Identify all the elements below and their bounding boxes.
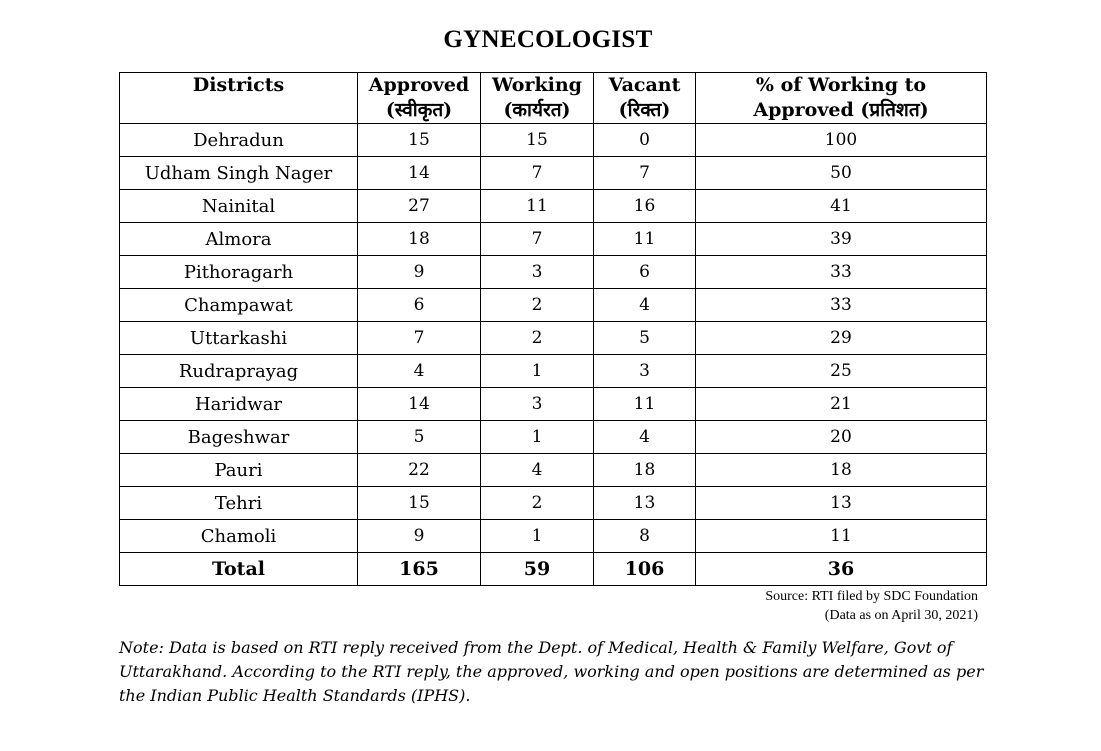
cell-vacant: 4 bbox=[594, 421, 696, 454]
cell-approved: 18 bbox=[358, 223, 481, 256]
cell-vacant: 18 bbox=[594, 454, 696, 487]
cell-percent: 29 bbox=[696, 322, 987, 355]
cell-percent: 50 bbox=[696, 157, 987, 190]
cell-approved: 9 bbox=[358, 256, 481, 289]
cell-working: 11 bbox=[481, 190, 594, 223]
cell-approved: 5 bbox=[358, 421, 481, 454]
cell-vacant: 11 bbox=[594, 223, 696, 256]
cell-vacant: 16 bbox=[594, 190, 696, 223]
header-vacant bbox=[594, 73, 696, 124]
source-citation bbox=[765, 587, 978, 625]
cell-approved: 27 bbox=[358, 190, 481, 223]
header-percent-line1: % of Working to bbox=[755, 74, 927, 96]
table-row bbox=[120, 256, 987, 289]
header-vacant-label: Vacant bbox=[608, 74, 681, 96]
table-row bbox=[120, 190, 987, 223]
header-districts-label: Districts bbox=[192, 74, 285, 96]
header-approved bbox=[358, 73, 481, 124]
total-vacant: 106 bbox=[594, 553, 696, 586]
cell-vacant: 6 bbox=[594, 256, 696, 289]
header-vacant-hindi: (रिक्त) bbox=[618, 99, 671, 121]
cell-vacant: 13 bbox=[594, 487, 696, 520]
cell-approved: 22 bbox=[358, 454, 481, 487]
cell-vacant: 8 bbox=[594, 520, 696, 553]
table-row bbox=[120, 520, 987, 553]
cell-working: 2 bbox=[481, 322, 594, 355]
table-row bbox=[120, 454, 987, 487]
cell-working: 3 bbox=[481, 256, 594, 289]
cell-approved: 15 bbox=[358, 124, 481, 157]
table-row bbox=[120, 355, 987, 388]
cell-district: Udham Singh Nager bbox=[120, 157, 358, 190]
table-row bbox=[120, 322, 987, 355]
cell-percent: 100 bbox=[696, 124, 987, 157]
table-row bbox=[120, 421, 987, 454]
table-row bbox=[120, 487, 987, 520]
cell-vacant: 3 bbox=[594, 355, 696, 388]
table-row bbox=[120, 223, 987, 256]
header-working-hindi: (कार्यरत) bbox=[503, 99, 571, 121]
cell-vacant: 4 bbox=[594, 289, 696, 322]
header-percent-line2: Approved (प्रतिशत) bbox=[753, 99, 929, 121]
cell-working: 2 bbox=[481, 487, 594, 520]
cell-percent: 11 bbox=[696, 520, 987, 553]
cell-percent: 13 bbox=[696, 487, 987, 520]
cell-working: 4 bbox=[481, 454, 594, 487]
total-percent: 36 bbox=[696, 553, 987, 586]
cell-working: 7 bbox=[481, 223, 594, 256]
cell-percent: 21 bbox=[696, 388, 987, 421]
cell-percent: 33 bbox=[696, 289, 987, 322]
table-row bbox=[120, 124, 987, 157]
cell-district: Pauri bbox=[120, 454, 358, 487]
source-line: Source: RTI filed by SDC Foundation bbox=[765, 589, 978, 604]
table-row bbox=[120, 289, 987, 322]
cell-percent: 18 bbox=[696, 454, 987, 487]
cell-approved: 15 bbox=[358, 487, 481, 520]
cell-approved: 4 bbox=[358, 355, 481, 388]
cell-percent: 33 bbox=[696, 256, 987, 289]
cell-approved: 6 bbox=[358, 289, 481, 322]
table-body bbox=[120, 124, 987, 553]
cell-vacant: 5 bbox=[594, 322, 696, 355]
cell-district: Bageshwar bbox=[120, 421, 358, 454]
cell-district: Almora bbox=[120, 223, 358, 256]
cell-approved: 9 bbox=[358, 520, 481, 553]
total-row bbox=[120, 553, 987, 586]
cell-approved: 14 bbox=[358, 388, 481, 421]
cell-district: Chamoli bbox=[120, 520, 358, 553]
header-working bbox=[481, 73, 594, 124]
total-label: Total bbox=[120, 553, 358, 586]
table-row bbox=[120, 157, 987, 190]
header-approved-hindi: (स्वीकृत) bbox=[385, 99, 453, 121]
source-date: (Data as on April 30, 2021) bbox=[824, 608, 978, 623]
cell-working: 1 bbox=[481, 520, 594, 553]
header-percent bbox=[696, 73, 987, 124]
cell-district: Nainital bbox=[120, 190, 358, 223]
cell-district: Champawat bbox=[120, 289, 358, 322]
cell-approved: 7 bbox=[358, 322, 481, 355]
cell-district: Uttarkashi bbox=[120, 322, 358, 355]
table-row bbox=[120, 388, 987, 421]
page-title: GYNECOLOGIST bbox=[443, 26, 653, 53]
cell-working: 1 bbox=[481, 421, 594, 454]
cell-percent: 39 bbox=[696, 223, 987, 256]
cell-working: 7 bbox=[481, 157, 594, 190]
cell-district: Pithoragarh bbox=[120, 256, 358, 289]
cell-vacant: 11 bbox=[594, 388, 696, 421]
cell-percent: 20 bbox=[696, 421, 987, 454]
cell-vacant: 0 bbox=[594, 124, 696, 157]
header-approved-label: Approved bbox=[368, 74, 470, 96]
cell-percent: 25 bbox=[696, 355, 987, 388]
footnote: Note: Data is based on RTI reply received from the Dept. of Medical, Health & Family Welfare, Govt of Uttarakhand. According to the RTI reply, the approved, working and open positions are determined as per the Indian Public Health Standards (IPHS). bbox=[119, 638, 984, 705]
header-districts bbox=[120, 73, 358, 124]
cell-working: 15 bbox=[481, 124, 594, 157]
header-working-label: Working bbox=[492, 74, 582, 96]
cell-district: Dehradun bbox=[120, 124, 358, 157]
cell-working: 3 bbox=[481, 388, 594, 421]
cell-district: Rudraprayag bbox=[120, 355, 358, 388]
gynecologist-table bbox=[119, 72, 987, 586]
cell-district: Tehri bbox=[120, 487, 358, 520]
total-approved: 165 bbox=[358, 553, 481, 586]
cell-vacant: 7 bbox=[594, 157, 696, 190]
cell-approved: 14 bbox=[358, 157, 481, 190]
cell-percent: 41 bbox=[696, 190, 987, 223]
cell-working: 2 bbox=[481, 289, 594, 322]
cell-working: 1 bbox=[481, 355, 594, 388]
total-working: 59 bbox=[481, 553, 594, 586]
cell-district: Haridwar bbox=[120, 388, 358, 421]
table-header-row bbox=[120, 73, 987, 124]
